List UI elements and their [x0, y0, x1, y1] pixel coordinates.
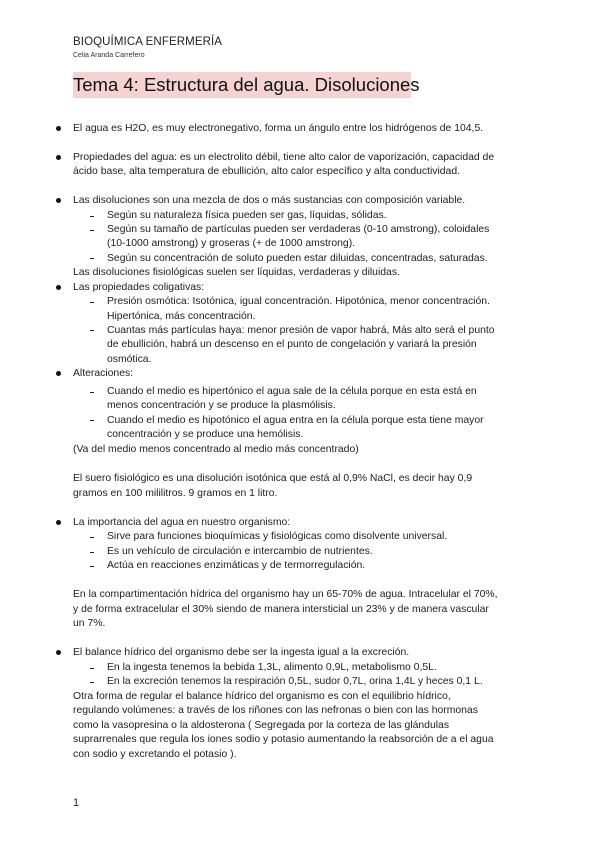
text-line: En la compartimentación hídrica del organismo hay un 65-70% de agua. Intracelular el 70%,	[73, 589, 498, 600]
dash-icon	[90, 392, 94, 393]
text-line: El suero fisiológico es una disolución isotónica que está al 0,9% NaCl, es decir hay 0,9	[73, 473, 473, 484]
text-line: Alteraciones:	[73, 368, 134, 379]
dash-icon	[90, 420, 94, 421]
text-line: Propiedades del agua: es un electrolito débil, tiene alto calor de vaporización, capacidad de	[73, 152, 495, 163]
bullet-icon	[56, 371, 61, 376]
text-line: como la vasopresina o la aldosterona ( Segregada por la corteza de las glándulas	[73, 720, 450, 731]
dash-icon	[90, 216, 94, 217]
dash-icon	[90, 566, 94, 567]
text-line: Actúa en reacciones enzimáticas y de termorregulación.	[107, 560, 366, 571]
text-line: Cuantas más partículas haya: menor presión de vapor habrá, Más alto será el punto	[107, 325, 495, 336]
text-line: de ebullición, habrá un descenso en el punto de congelación y variará la presión	[107, 339, 477, 350]
text-line: El agua es H2O, es muy electronegativo, forma un ángulo entre los hidrógenos de 104,5.	[73, 123, 484, 134]
dash-icon	[90, 302, 94, 303]
dash-icon	[90, 258, 94, 259]
page-title: Tema 4: Estructura del agua. Disoluciones	[73, 72, 411, 98]
text-line: suprarrenales que regula los iones sodio y potasio aumentando la reabsorción de a el agua	[73, 734, 494, 745]
page-number: 1	[73, 797, 80, 809]
text-line: Presión osmótica: Isotónica, igual concentración. Hipotónica, menor concentración.	[107, 296, 490, 307]
text-line: gramos en 100 mililitros. 9 gramos en 1 litro.	[73, 488, 278, 499]
dash-icon	[90, 537, 94, 538]
text-line: Otra forma de regular el balance hídrico del organismo es con el equilibrio hídrico,	[73, 691, 451, 702]
text-line: Las disoluciones son una mezcla de dos o más sustancias con composición variable.	[73, 195, 466, 206]
text-line: En la excreción tenemos la respiración 0,5L, sudor 0,7L, orina 1,4L y heces 0,1 L.	[107, 676, 483, 687]
text-line: (10-1000 amstrong) y groseras (+ de 1000 amstrong).	[107, 238, 356, 249]
text-line: Cuando el medio es hipertónico el agua sale de la célula porque en esta está en	[107, 386, 477, 397]
bullet-icon	[56, 198, 61, 203]
bullet-icon	[56, 285, 61, 290]
text-line: Sirve para funciones bioquímicas y fisiológicas como disolvente universal.	[107, 531, 448, 542]
text-line: regulando volúmenes: a través de los riñones con las nefronas o bien con las hormonas	[73, 705, 478, 716]
text-line: Según su tamaño de partículas pueden ser verdaderas (0-10 amstrong), coloidales	[107, 224, 490, 235]
text-line: osmótica.	[107, 354, 152, 365]
text-line: con sodio y excretando el potasio ).	[73, 749, 237, 760]
text-line: y de forma extracelular el 30% siendo de manera intersticial un 23% y de manera vascular	[73, 604, 489, 615]
text-line: La importancia del agua en nuestro organismo:	[73, 517, 291, 528]
dash-icon	[90, 230, 94, 231]
text-line: Cuando el medio es hipotónico el agua entra en la célula porque esta tiene mayor	[107, 415, 484, 426]
text-line: Las propiedades coligativas:	[73, 282, 205, 293]
dash-icon	[90, 668, 94, 669]
text-line: El balance hídrico del organismo debe ser la ingesta igual a la excreción.	[73, 647, 410, 658]
text-line: Las disoluciones fisiológicas suelen ser líquidas, verdaderas y diluidas.	[73, 267, 400, 278]
text-line: ácido base, alta temperatura de ebullición, alto calor específico y alta conductividad.	[73, 166, 460, 177]
text-line: Según su concentración de soluto pueden estar diluidas, concentradas, saturadas.	[107, 253, 488, 264]
bullet-icon	[56, 126, 61, 131]
text-line: Es un vehículo de circulación e intercambio de nutrientes.	[107, 546, 373, 557]
text-line: Hipertónica, más concentración.	[107, 311, 256, 322]
course-header: BIOQUÍMICA ENFERMERÍA	[73, 36, 223, 48]
author-name: Celia Aranda Carrefero	[73, 52, 145, 59]
bullet-icon	[56, 520, 61, 525]
text-line: menos concentración y se produce la plasmólisis.	[107, 400, 336, 411]
text-line: En la ingesta tenemos la bebida 1,3L, alimento 0,9L, metabolismo 0,5L.	[107, 662, 437, 673]
dash-icon	[90, 552, 94, 553]
bullet-icon	[56, 650, 61, 655]
text-line: Según su naturaleza física pueden ser gas, líquidas, sólidas.	[107, 210, 387, 221]
bullet-icon	[56, 155, 61, 160]
text-line: un 7%.	[73, 618, 106, 629]
text-line: (Va del medio menos concentrado al medio más concentrado)	[73, 444, 359, 455]
dash-icon	[90, 682, 94, 683]
dash-icon	[90, 330, 94, 331]
text-line: concentración y se produce una hemólisis.	[107, 429, 304, 440]
